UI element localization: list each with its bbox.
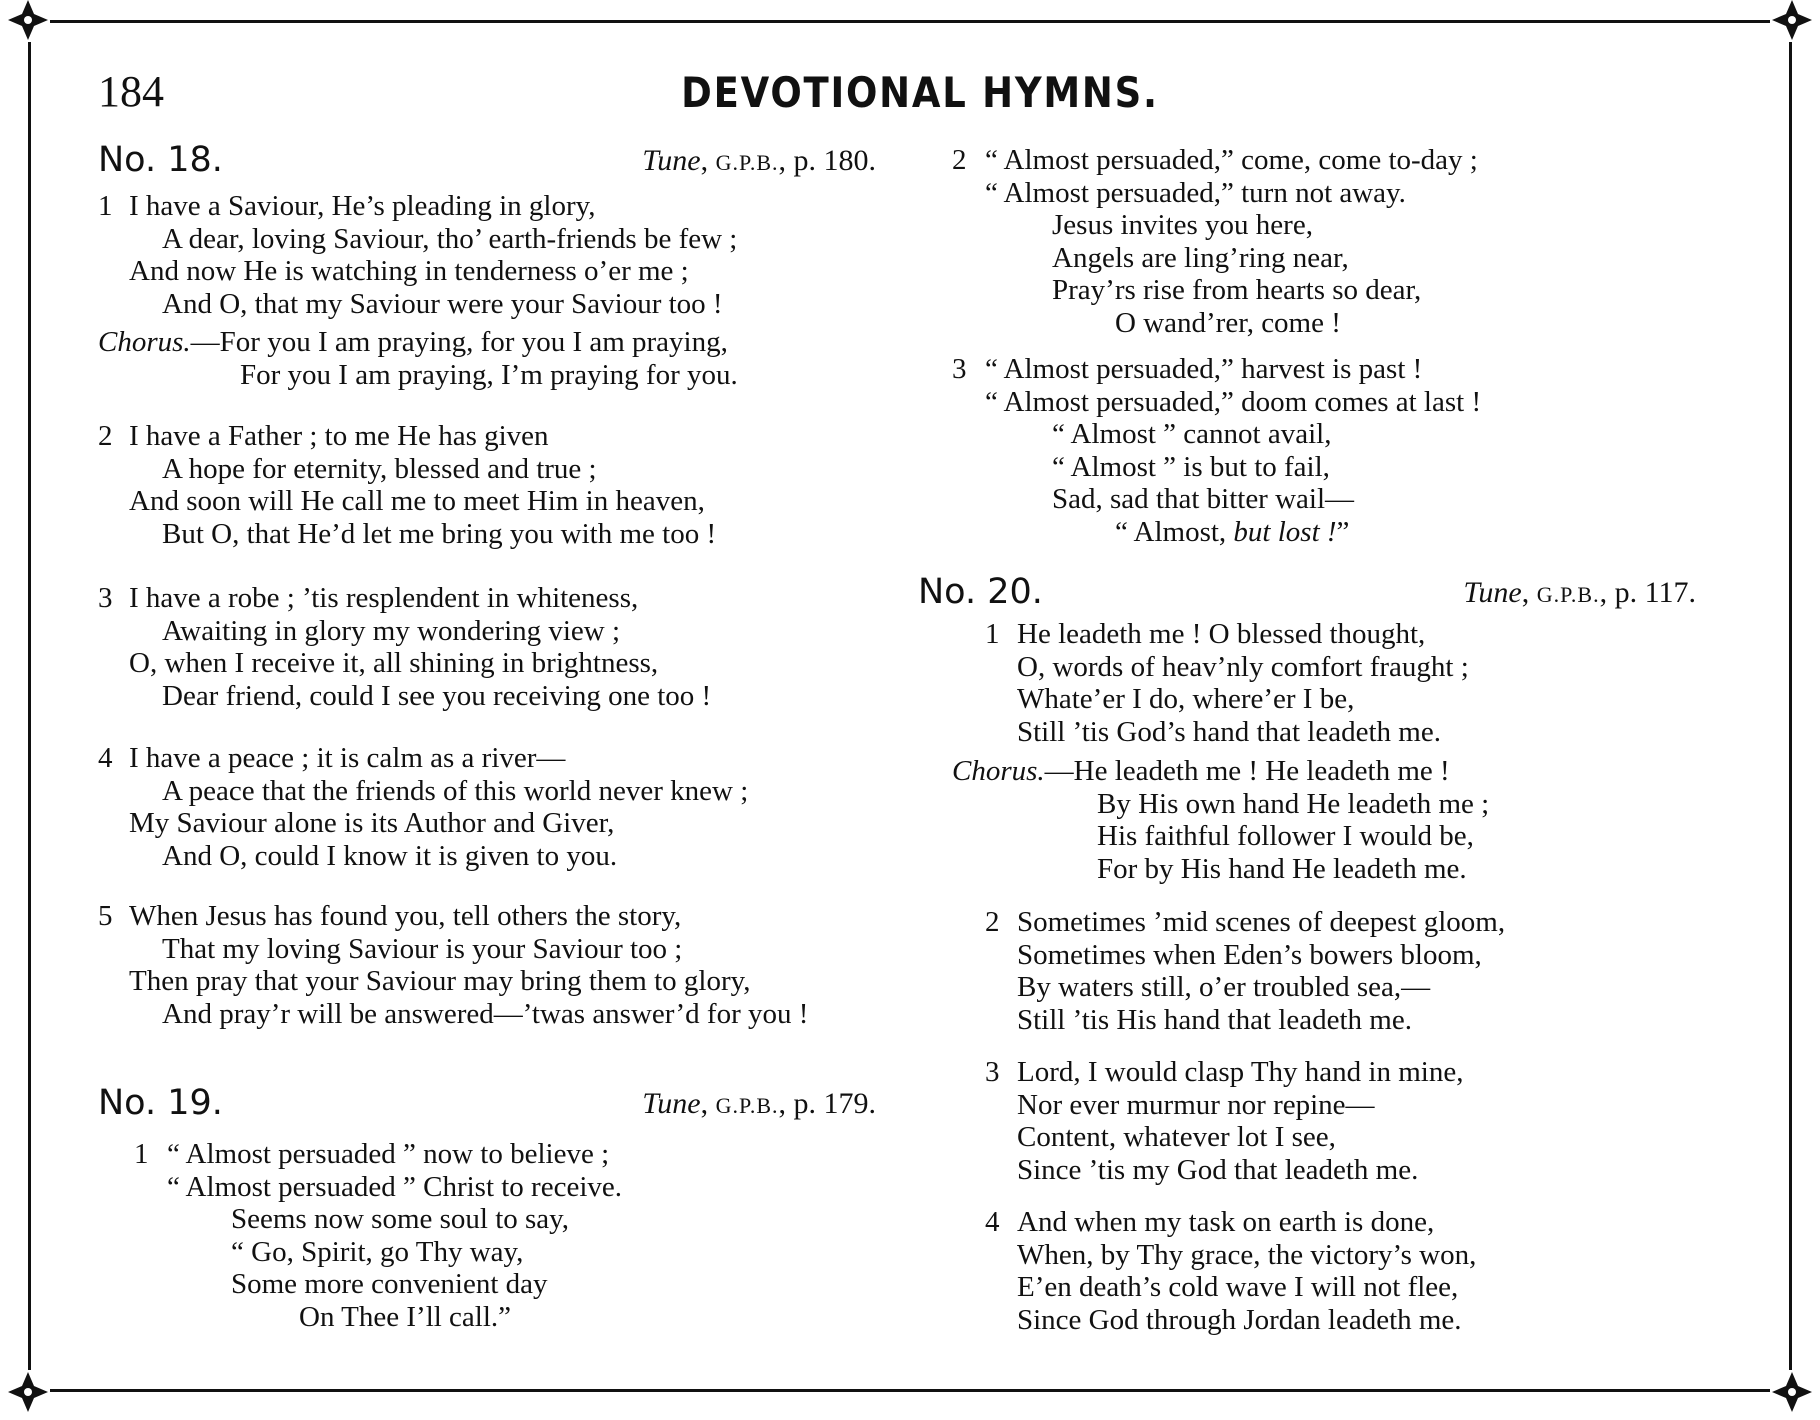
stanza-number: 3 [952,353,967,385]
verse-line: Sometimes when Eden’s bowers bloom, [1017,938,1482,971]
verse-line: Seems now some soul to say, [231,1203,570,1235]
verse-line: Chorus.—He leadeth me ! He leadeth me ! [952,755,1450,787]
verse-line: “ Go, Spirit, go Thy way, [231,1235,524,1268]
stanza-number: 4 [98,742,113,774]
hymn-tune: Tune, G.P.B., p. 117. [1463,576,1696,609]
verse-line: “ Almost, but lost !” [1115,515,1350,548]
hymn-tune: Tune, G.P.B., p. 179. [642,1087,876,1120]
verse-line: Content, whatever lot I see, [1017,1121,1336,1153]
verse-line: And when my task on earth is done, [1017,1206,1435,1238]
hymn-number: No. 19. [98,1083,223,1123]
stanza-number: 4 [985,1206,1000,1238]
hymn-number: No. 18. [98,140,223,180]
verse-line: Since ’tis my God that leadeth me. [1017,1153,1419,1186]
verse-line: For you I am praying, I’m praying for you. [240,358,738,391]
verse-line: Some more convenient day [231,1268,548,1300]
verse-line: But O, that He’d let me bring you with me too ! [162,517,717,550]
verse-line: “ Almost persuaded,” turn not away. [985,176,1406,209]
verse-line: And soon will He call me to meet Him in heaven, [129,485,705,517]
verse-line: “ Almost persuaded,” doom comes at last ! [985,385,1482,418]
border-top-rule [50,20,1770,23]
corner-ornament-icon [1767,1367,1817,1417]
hymn-tune: Tune, G.P.B., p. 180. [642,144,876,177]
verse-line: I have a peace ; it is calm as a river— [129,742,566,774]
verse-line: When Jesus has found you, tell others the story, [129,900,682,932]
stanza-number: 2 [98,420,113,452]
verse-line: “ Almost persuaded,” come, come to-day ; [985,144,1478,176]
verse-line: My Saviour alone is its Author and Giver, [129,807,615,839]
border-bottom-rule [50,1389,1770,1392]
verse-line: I have a robe ; ’tis resplendent in whiteness, [129,582,639,614]
verse-line: He leadeth me ! O blessed thought, [1017,618,1426,650]
verse-line: I have a Father ; to me He has given [129,420,549,452]
verse-line: “ Almost ” is but to fail, [1052,450,1330,483]
verse-line: Whate’er I do, where’er I be, [1017,683,1355,715]
stanza-number: 3 [98,582,113,614]
verse-line: When, by Thy grace, the victory’s won, [1017,1238,1477,1271]
verse-line: “ Almost persuaded ” Christ to receive. [167,1170,623,1203]
verse-line: Then pray that your Saviour may bring them to glory, [129,965,751,997]
corner-ornament-icon [3,1367,53,1417]
verse-line: E’en death’s cold wave I will not flee, [1017,1271,1459,1303]
corner-ornament-icon [1767,0,1817,45]
stanza-number: 1 [98,190,113,222]
stanza-number: 5 [98,900,113,932]
verse-line: And O, could I know it is given to you. [162,839,618,872]
verse-line: A dear, loving Saviour, tho’ earth-friends be few ; [162,222,738,255]
verse-line: Nor ever murmur nor repine— [1017,1088,1375,1121]
verse-line: A hope for eternity, blessed and true ; [162,452,597,485]
verse-line: By waters still, o’er troubled sea,— [1017,971,1431,1003]
stanza-number: 1 [985,618,1000,650]
verse-line: By His own hand He leadeth me ; [1097,787,1490,820]
hymn-20-header [918,572,1696,616]
verse-line: On Thee I’ll call.” [299,1300,512,1333]
stanza-number: 3 [985,1056,1000,1088]
border-left-rule [28,42,31,1370]
verse-line: O, words of heav’nly comfort fraught ; [1017,650,1469,683]
hymn-18-header [98,140,876,184]
verse-line: Sometimes ’mid scenes of deepest gloom, [1017,906,1506,938]
verse-line: O wand’rer, come ! [1115,306,1341,339]
verse-line: O, when I receive it, all shining in brightness, [129,647,659,679]
stanza-number: 2 [985,906,1000,938]
verse-line: And pray’r will be answered—’twas answer’d for you ! [162,997,809,1030]
page-number: 184 [98,67,164,116]
verse-line: “ Almost ” cannot avail, [1052,418,1332,450]
verse-line: And O, that my Saviour were your Saviour too ! [162,287,723,320]
verse-line: Pray’rs rise from hearts so dear, [1052,274,1422,306]
hymn-number: No. 20. [918,572,1043,612]
verse-line: “ Almost persuaded ” now to believe ; [167,1138,610,1170]
verse-line: Sad, sad that bitter wail— [1052,483,1355,515]
stanza-number: 1 [134,1138,149,1170]
corner-ornament-icon [3,0,53,45]
verse-line: Awaiting in glory my wondering view ; [162,614,621,647]
verse-line: Lord, I would clasp Thy hand in mine, [1017,1056,1464,1088]
verse-line: That my loving Saviour is your Saviour too ; [162,932,683,965]
chorus-label: Chorus. [952,755,1045,787]
verse-line: For by His hand He leadeth me. [1097,852,1467,885]
verse-line: Chorus.—For you I am praying, for you I am praying, [98,326,728,358]
verse-line: Angels are ling’ring near, [1052,241,1349,274]
verse-line: “ Almost persuaded,” harvest is past ! [985,353,1423,385]
page-title: DEVOTIONAL HYMNS. [681,68,1159,117]
verse-line: Dear friend, could I see you receiving one too ! [162,679,712,712]
border-right-rule [1789,42,1792,1370]
verse-line: His faithful follower I would be, [1097,820,1474,852]
verse-line: I have a Saviour, He’s pleading in glory, [129,190,596,222]
verse-line: Since God through Jordan leadeth me. [1017,1303,1462,1336]
hymn-19-header [98,1083,876,1127]
verse-line: Still ’tis God’s hand that leadeth me. [1017,715,1441,748]
verse-line: A peace that the friends of this world never knew ; [162,774,749,807]
verse-line: Jesus invites you here, [1052,209,1313,241]
stanza-number: 2 [952,144,967,176]
verse-line: And now He is watching in tenderness o’er me ; [129,255,689,287]
verse-line: Still ’tis His hand that leadeth me. [1017,1003,1412,1036]
chorus-label: Chorus. [98,326,191,358]
